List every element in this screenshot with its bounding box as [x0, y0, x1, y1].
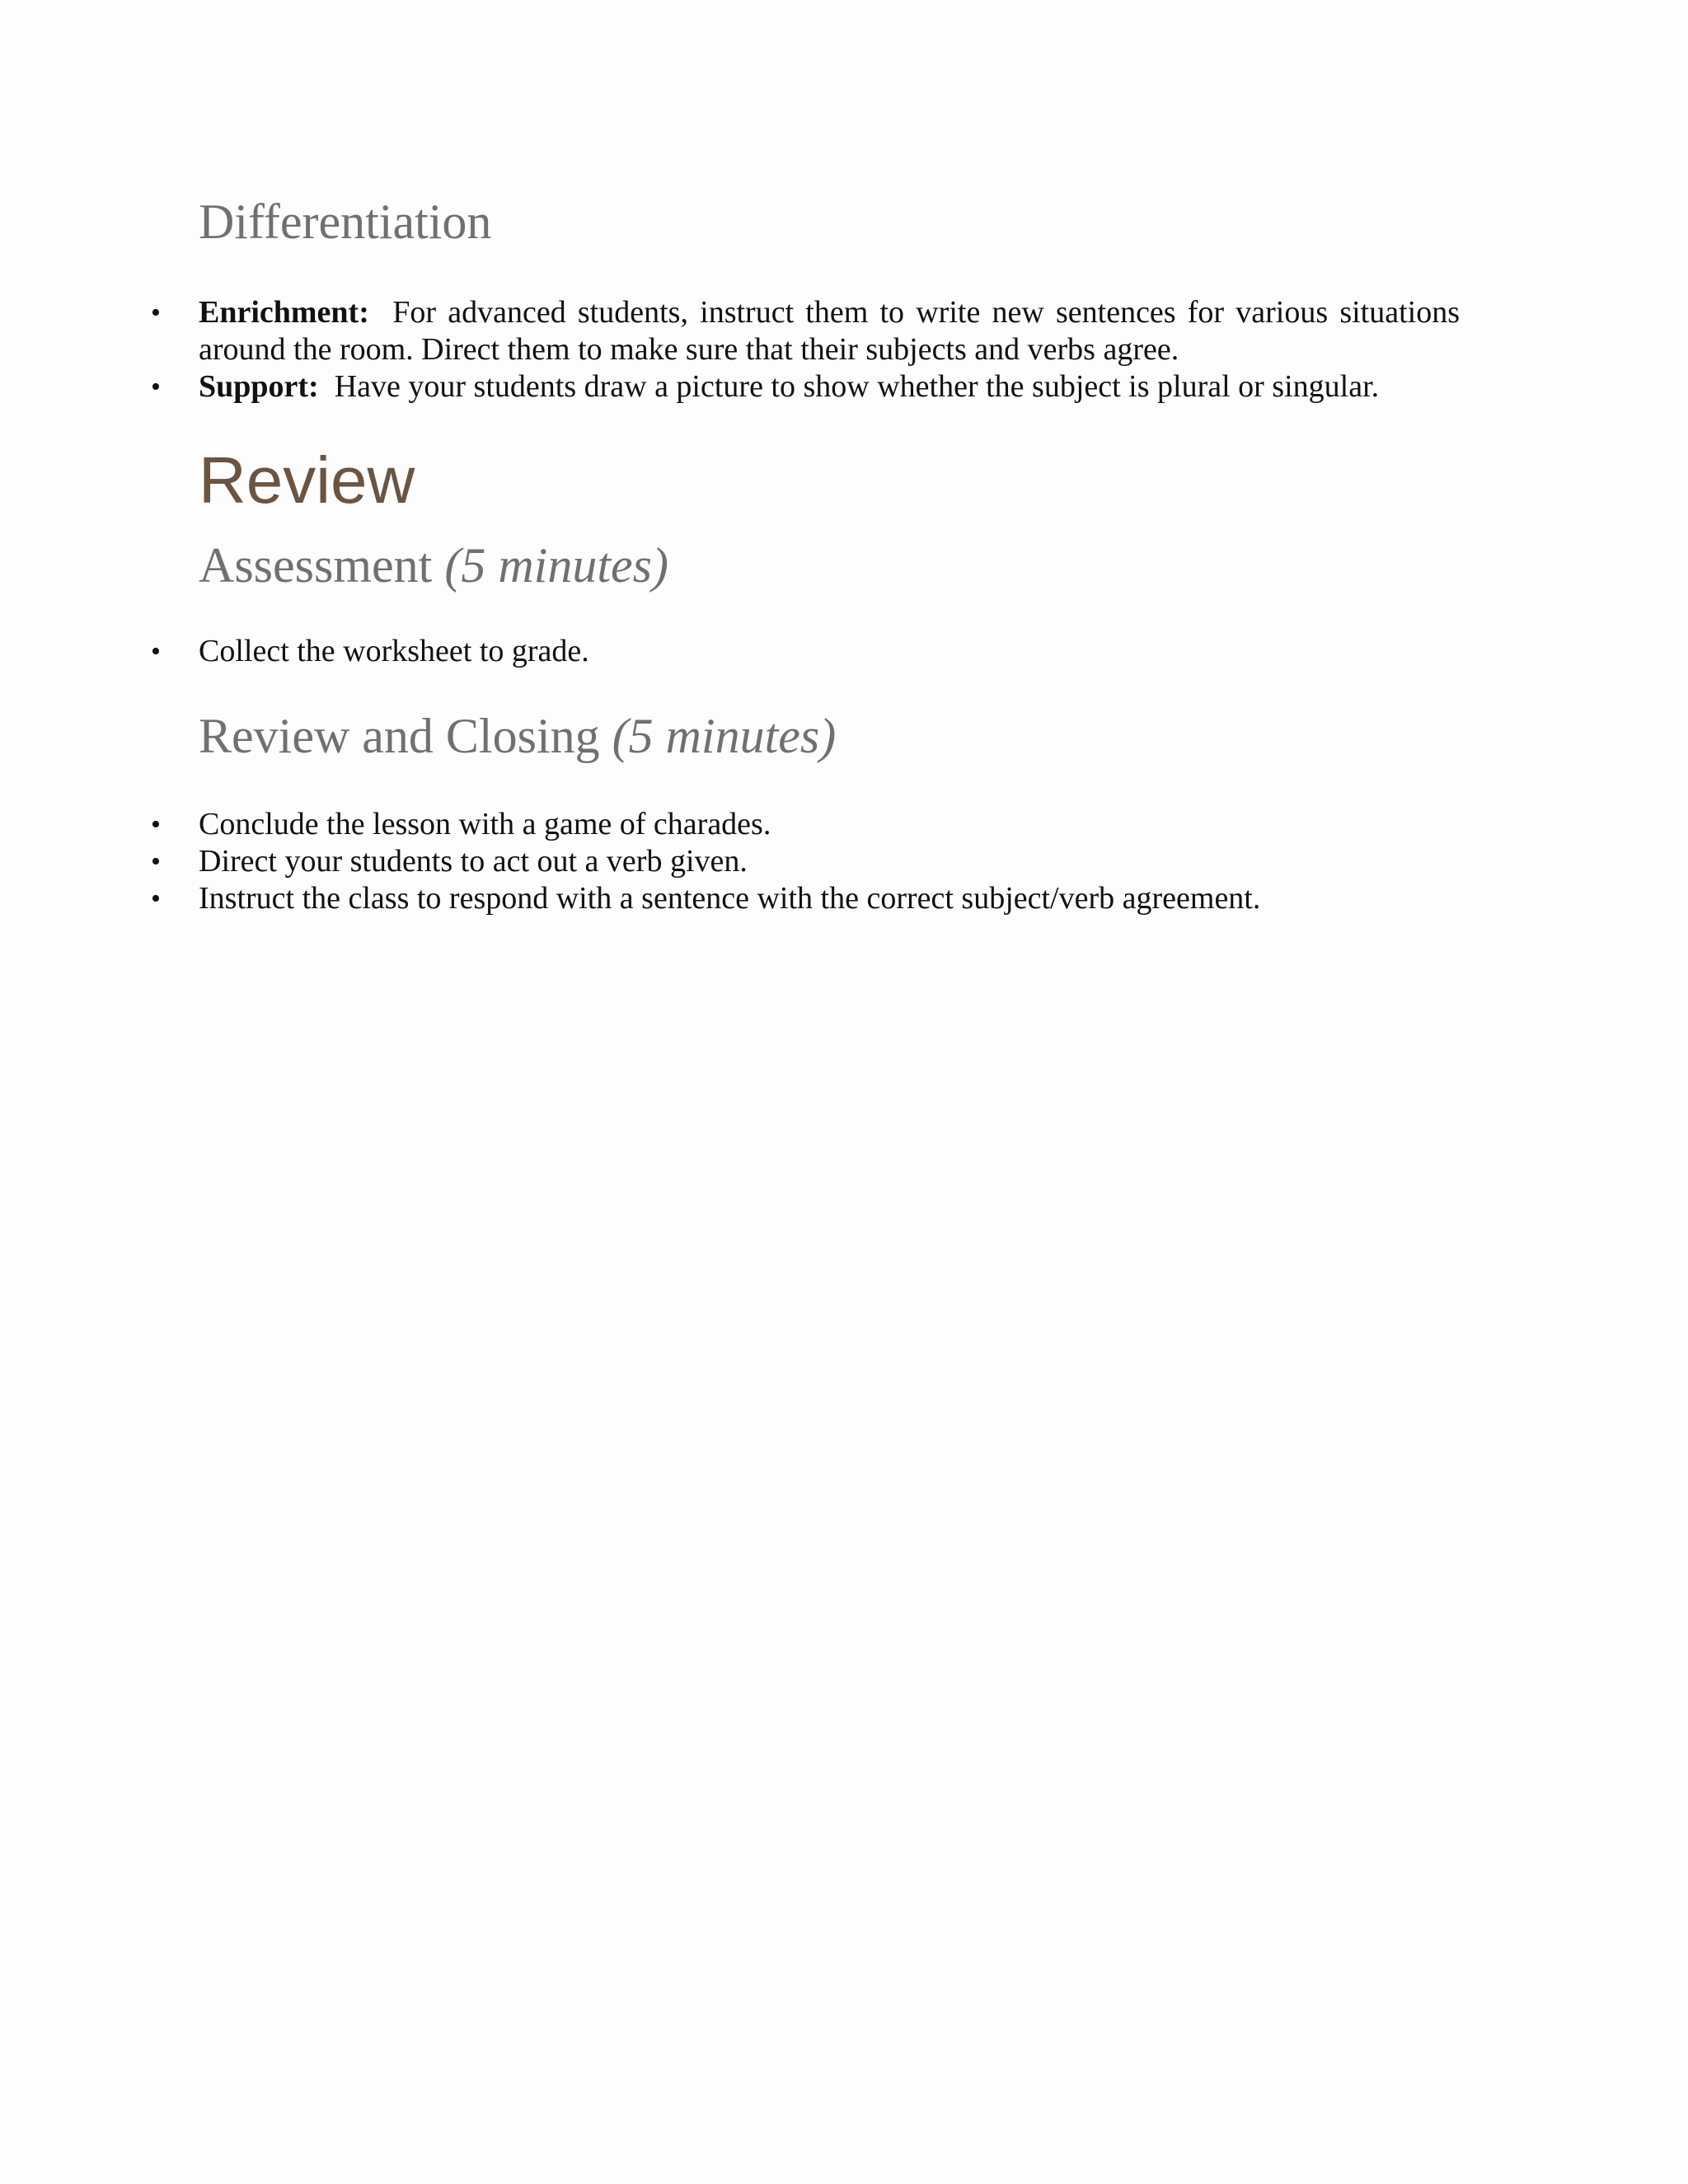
support-text: Have your students draw a picture to show whether the subject is plural or singular. — [334, 369, 1380, 404]
review-closing-heading — [199, 707, 836, 765]
bullet-icon: • — [151, 372, 161, 402]
review-heading — [199, 443, 415, 518]
list-item-enrichment — [0, 294, 1460, 368]
assessment-time: (5 minutes) — [444, 538, 668, 593]
enrichment-text: For advanced students, instruct them to write new sentences for various situations around the room. Direct them to make sure that their subjects and verbs agree. — [199, 295, 1461, 367]
enrichment-label: Enrichment: — [199, 295, 369, 330]
differentiation-heading-text: Differentiation — [199, 194, 492, 249]
closing-item-text: Conclude the lesson with a game of charades. — [199, 807, 771, 841]
list-item — [0, 843, 1460, 880]
assessment-list — [0, 633, 1688, 670]
review-heading-text: Review — [199, 443, 415, 517]
bullet-icon: • — [151, 809, 161, 840]
assessment-heading-text: Assessment — [199, 538, 433, 593]
bullet-icon: • — [151, 846, 161, 877]
assessment-heading — [199, 537, 668, 594]
review-closing-time: (5 minutes) — [612, 709, 837, 763]
bullet-icon: • — [151, 636, 161, 667]
closing-item-text: Instruct the class to respond with a sentence with the correct subject/verb agreement. — [199, 881, 1261, 916]
closing-list — [0, 806, 1688, 917]
closing-item-text: Direct your students to act out a verb given. — [199, 844, 748, 879]
review-closing-heading-text: Review and Closing — [199, 709, 600, 763]
differentiation-heading — [199, 193, 491, 251]
bullet-icon: • — [151, 298, 161, 328]
list-item — [0, 880, 1460, 917]
list-item — [0, 806, 1460, 843]
list-item-support — [0, 368, 1460, 405]
assessment-item-text: Collect the worksheet to grade. — [199, 634, 589, 668]
list-item — [0, 633, 1460, 670]
differentiation-list — [0, 294, 1688, 405]
bullet-icon: • — [151, 883, 161, 914]
support-label: Support: — [199, 369, 319, 404]
